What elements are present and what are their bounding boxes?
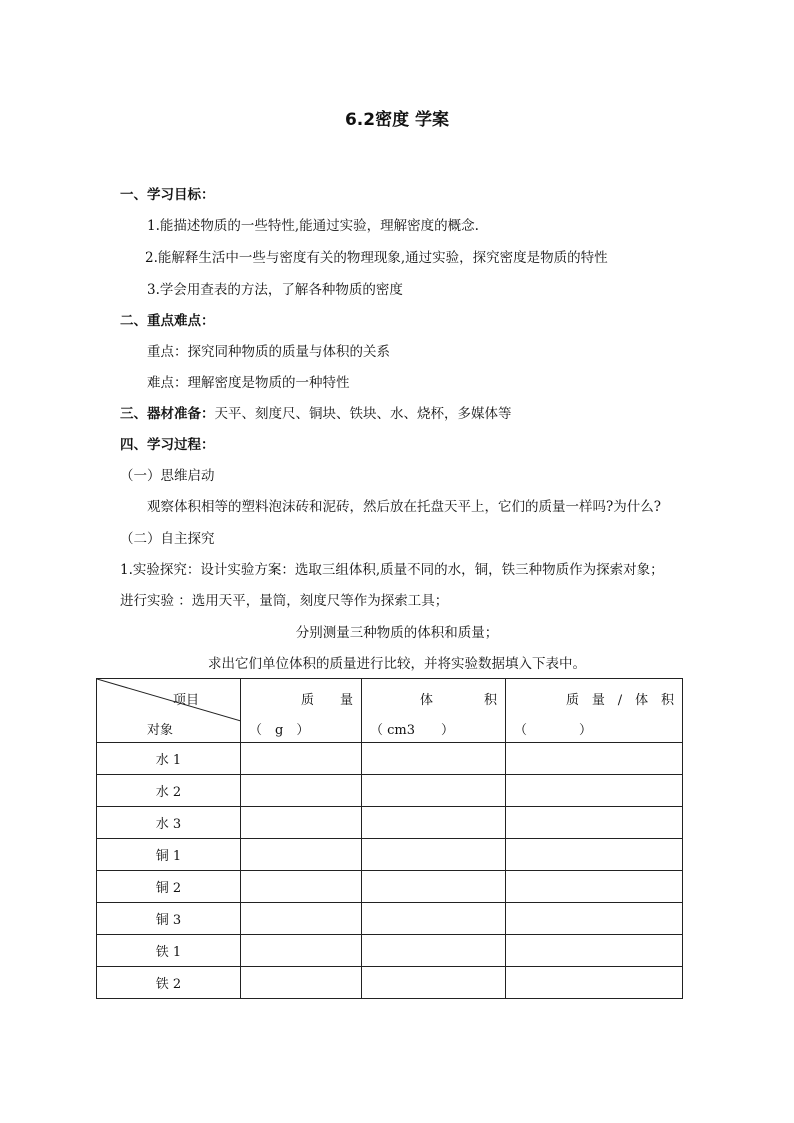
section-heading-key-points: 二、重点难点： [120,313,215,329]
row-object-label: 铁 2 [97,967,241,999]
row-object-label: 铜 1 [97,839,241,871]
header-volume-unit: （ cm3 ） [370,723,455,738]
header-volume-label: 体积 [420,693,497,708]
table-row [97,903,683,935]
key-point: 重点：探究同种物质的质量与体积的关系 [147,344,390,360]
mass-cell[interactable] [241,807,362,839]
volume-cell[interactable] [362,807,506,839]
header-item-label: 项目 [173,693,200,708]
ratio-cell[interactable] [506,903,683,935]
mass-cell[interactable] [241,839,362,871]
header-volume-cell [362,679,506,743]
volume-cell[interactable] [362,839,506,871]
ratio-cell[interactable] [506,807,683,839]
ratio-cell[interactable] [506,871,683,903]
volume-cell[interactable] [362,903,506,935]
table-header-row [97,679,683,743]
difficult-point: 难点：理解密度是物质的一种特性 [147,375,350,391]
mass-cell[interactable] [241,775,362,807]
header-object-label: 对象 [147,723,174,738]
row-object-label: 水 3 [97,807,241,839]
goal-item-1: 1.能描述物质的一些特性,能通过实验，理解密度的概念. [147,218,479,234]
row-object-label: 铜 3 [97,903,241,935]
table-row [97,839,683,871]
mass-cell[interactable] [241,743,362,775]
goal-item-2: 2.能解释生活中一些与密度有关的物理现象,通过实验，探究密度是物质的特性 [145,250,608,266]
mass-cell[interactable] [241,967,362,999]
header-ratio-cell [506,679,683,743]
table-row [97,871,683,903]
table-row [97,935,683,967]
equipment-line [120,405,512,423]
experiment-line-4: 求出它们单位体积的质量进行比较，并将实验数据填入下表中。 [208,656,586,672]
header-ratio-label: 质量/体积 [566,693,674,708]
mass-cell[interactable] [241,903,362,935]
experiment-line-1: 1.实验探究：设计实验方案：选取三组体积,质量不同的水，铜，铁三种物质作为探索对象； [120,562,664,578]
equipment-list: 天平、刻度尺、铜块、铁块、水、烧杯，多媒体等 [214,406,512,422]
part2-heading: （二）自主探究 [120,531,215,547]
row-object-label: 铜 2 [97,871,241,903]
volume-cell[interactable] [362,775,506,807]
ratio-cell[interactable] [506,743,683,775]
diagonal-header-cell [97,679,241,743]
section-heading-equipment: 三、器材准备： [120,406,215,422]
volume-cell[interactable] [362,967,506,999]
header-mass-label: 质量 [301,693,353,708]
ratio-cell[interactable] [506,935,683,967]
table-row [97,775,683,807]
volume-cell[interactable] [362,743,506,775]
header-mass-cell [241,679,362,743]
row-object-label: 铁 1 [97,935,241,967]
mass-cell[interactable] [241,935,362,967]
row-object-label: 水 2 [97,775,241,807]
experiment-line-3: 分别测量三种物质的体积和质量； [295,625,499,641]
row-object-label: 水 1 [97,743,241,775]
experiment-line-2: 进行实验 ：选用天平，量筒，刻度尺等作为探索工具； [120,593,449,609]
table-row [97,807,683,839]
goal-item-3: 3.学会用查表的方法，了解各种物质的密度 [147,282,403,298]
data-table [96,678,683,999]
mass-cell[interactable] [241,871,362,903]
volume-cell[interactable] [362,871,506,903]
ratio-cell[interactable] [506,775,683,807]
table-row [97,967,683,999]
section-heading-goals: 一、学习目标： [120,187,215,203]
ratio-cell[interactable] [506,967,683,999]
page-title: 6.2密度 学案 [344,110,450,130]
part1-heading: （一）思维启动 [120,468,215,484]
header-mass-unit: （ g ） [249,723,310,738]
header-ratio-unit: （ ） [514,723,593,738]
section-heading-process: 四、学习过程： [120,437,215,453]
table-row [97,743,683,775]
part1-text: 观察体积相等的塑料泡沫砖和泥砖，然后放在托盘天平上，它们的质量一样吗?为什么? [147,499,661,515]
ratio-cell[interactable] [506,839,683,871]
volume-cell[interactable] [362,935,506,967]
